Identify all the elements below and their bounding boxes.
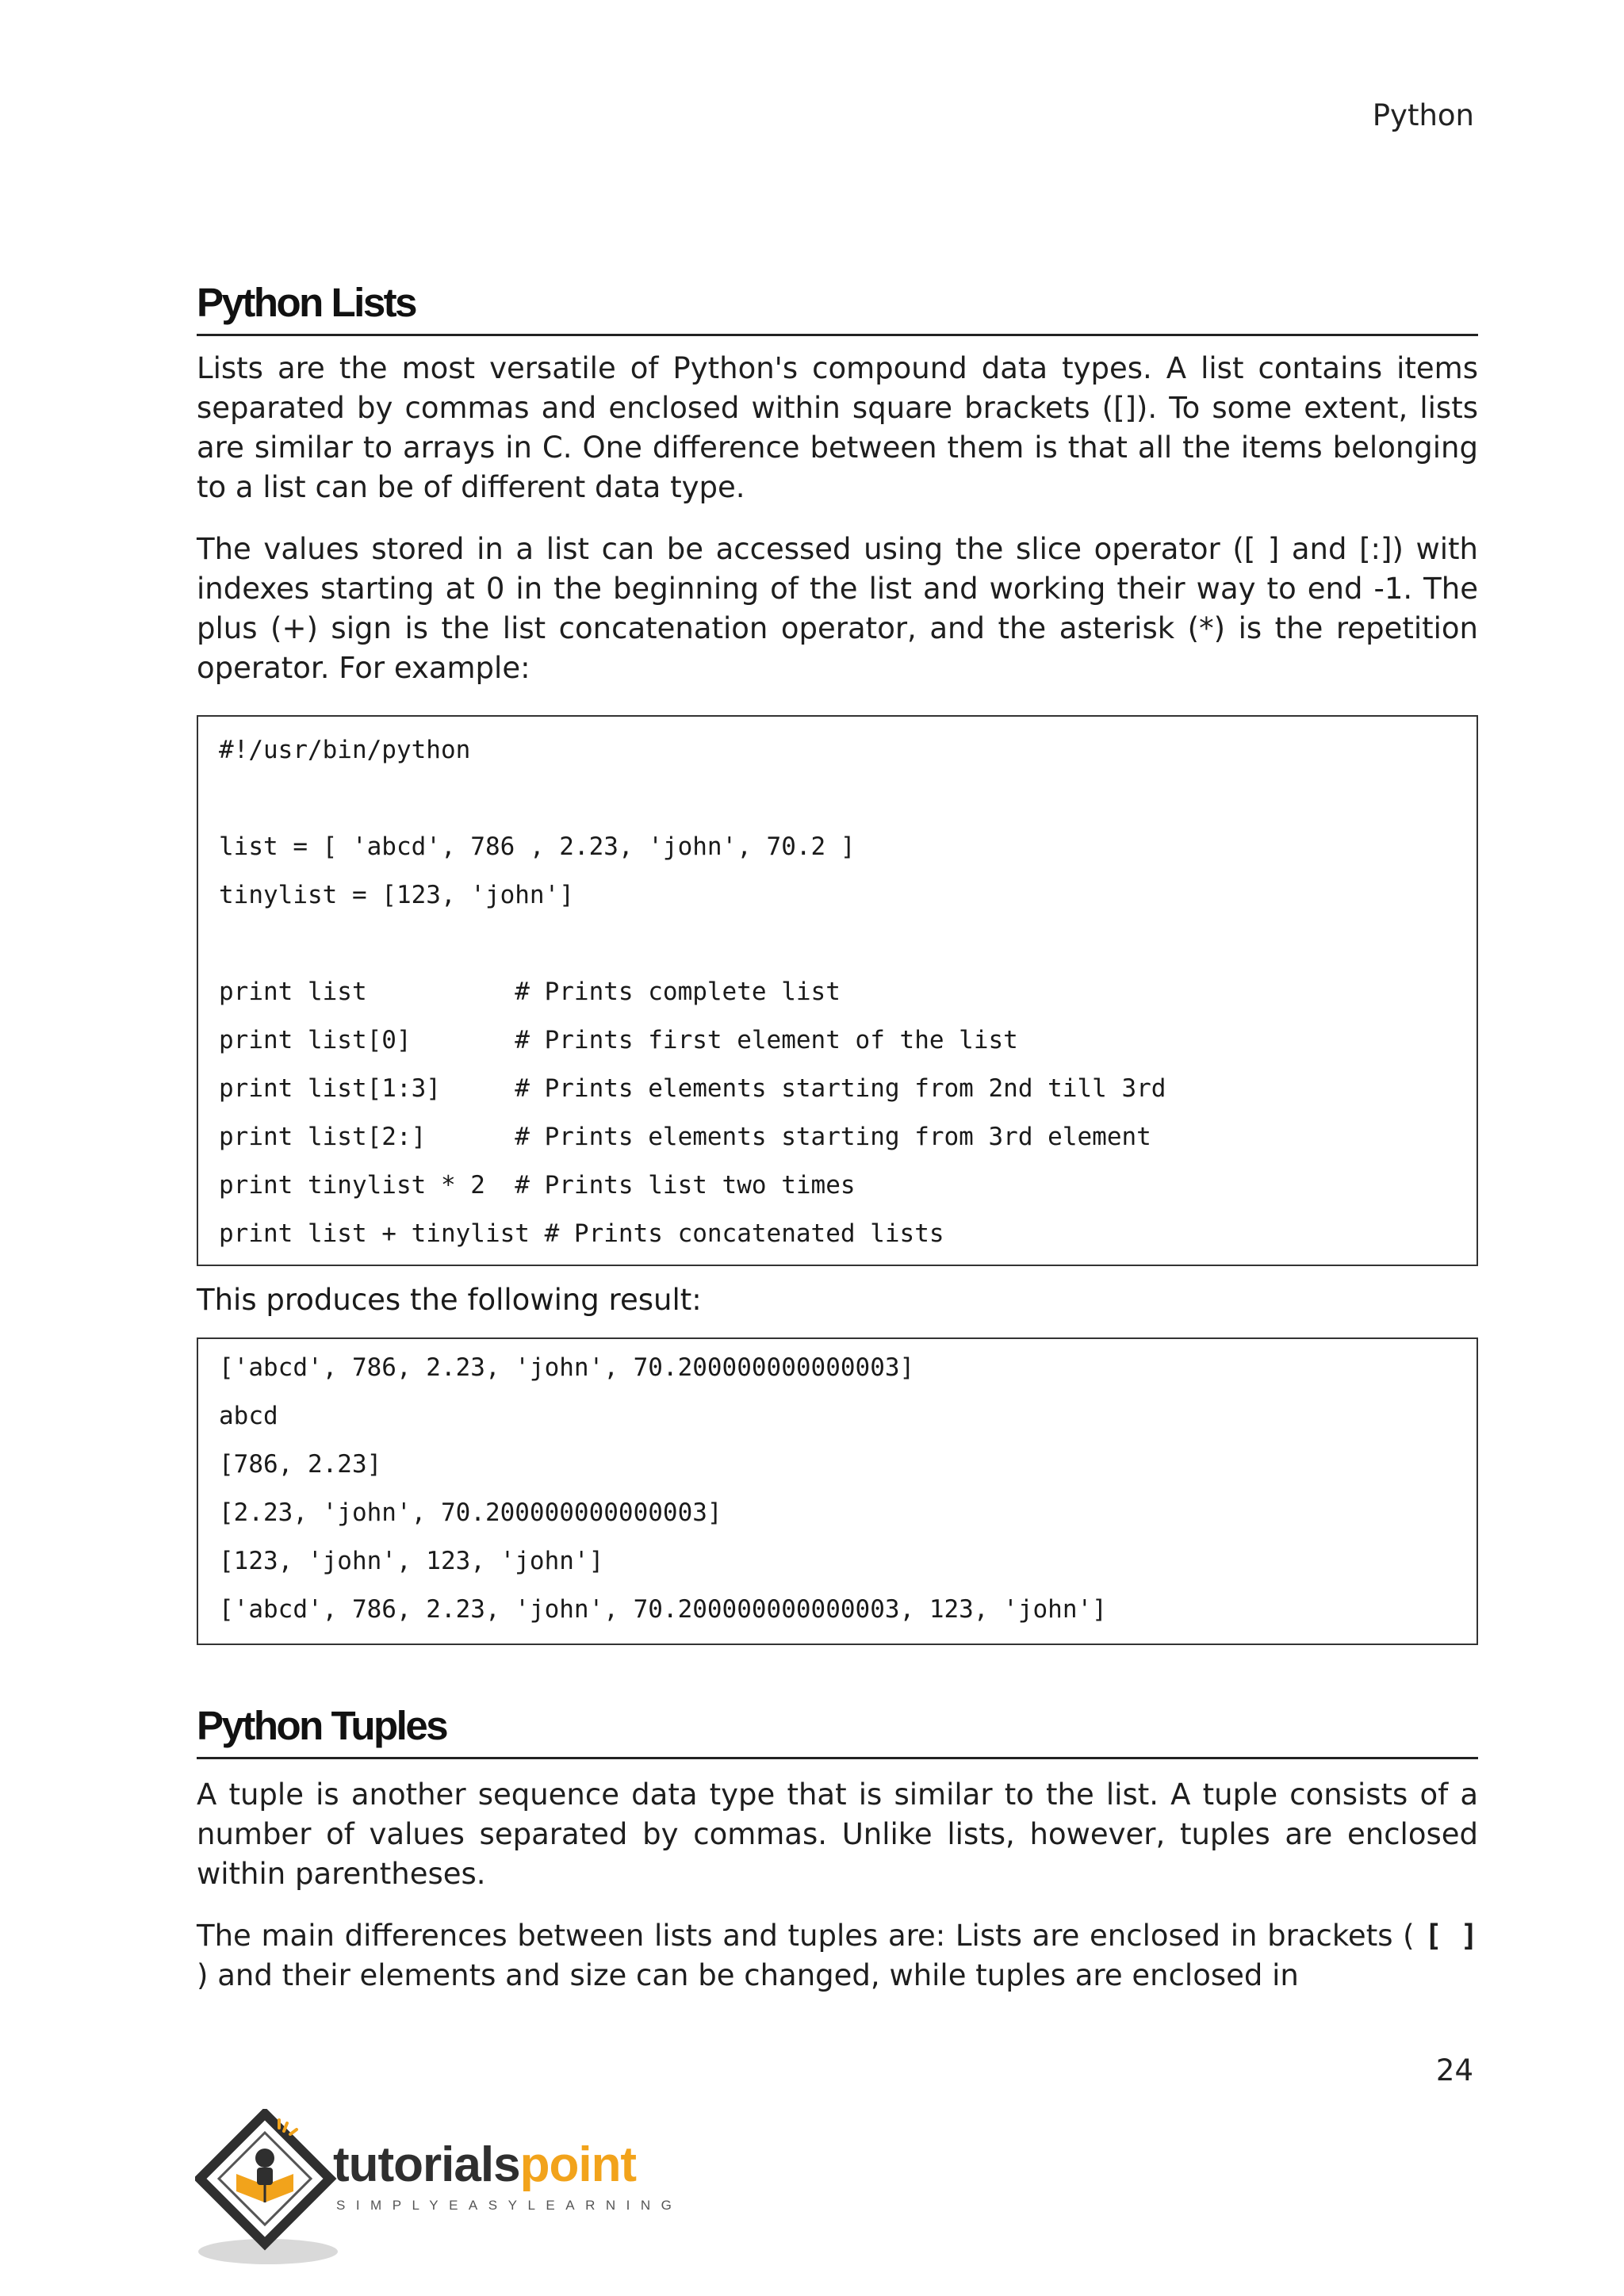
tuples-paragraph-2-end: ) and their elements and size can be changed, while tuples are enclosed in	[197, 1958, 1299, 1992]
tutorialspoint-logo	[195, 2109, 687, 2267]
code-line: print tinylist * 2 # Prints list two times	[219, 1171, 856, 1200]
code-line: print list[1:3] # Prints elements starting from 2nd till 3rd	[219, 1074, 1166, 1103]
page-content	[197, 279, 1478, 1996]
code-line: print list # Prints complete list	[219, 978, 841, 1006]
section-title-tuples: Python Tuples	[197, 1702, 1478, 1759]
lists-section	[197, 279, 1478, 1645]
lists-paragraph-2: The values stored in a list can be accessed using the slice operator ([ ] and [:]) with indexes starting at 0 in the beginning of the list and working their way to end -1. The plus (+) sign is the list concatenation operator, and the asterisk (*) is the repetition operator. For example:	[197, 532, 1478, 685]
output-line: [123, 'john', 123, 'john']	[219, 1547, 604, 1575]
output-line: abcd	[219, 1402, 278, 1430]
code-line: print list[2:] # Prints elements starting from 3rd element	[219, 1123, 1151, 1151]
tuples-paragraph-2-start: The main differences between lists and tuples are: Lists are enclosed in brackets (	[197, 1919, 1425, 1953]
tuples-paragraph-1: A tuple is another sequence data type that is similar to the list. A tuple consists of a number of values separated by commas. Unlike lists, however, tuples are enclosed within parentheses.	[197, 1777, 1478, 1891]
output-line: [786, 2.23]	[219, 1450, 382, 1479]
inline-brackets-code: [ ]	[1424, 1919, 1479, 1953]
result-label: This produces the following result:	[197, 1283, 702, 1317]
lists-paragraph-1: Lists are the most versatile of Python's compound data types. A list contains items separated by commas and enclosed within square brackets ([]). To some extent, lists are similar to arrays in C. One difference between them is that all the items belonging to a list can be of different data type.	[197, 351, 1478, 504]
code-line: print list[0] # Prints first element of the list	[219, 1026, 1018, 1054]
code-block	[197, 715, 1478, 1266]
logo-wordmark	[333, 2137, 637, 2192]
logo-word-point: point	[519, 2137, 637, 2192]
logo-diamond-icon	[195, 2109, 338, 2267]
output-line: [2.23, 'john', 70.200000000000003]	[219, 1498, 722, 1527]
logo-tagline: SIMPLYEASYLEARNING	[336, 2198, 683, 2213]
page-number: 24	[1435, 2053, 1473, 2087]
code-line	[219, 926, 1456, 974]
code-line: tinylist = [123, 'john']	[219, 881, 574, 909]
running-header: Python	[1372, 98, 1474, 132]
output-block	[197, 1337, 1478, 1645]
code-line: print list + tinylist # Prints concatenated lists	[219, 1219, 944, 1248]
output-line: ['abcd', 786, 2.23, 'john', 70.200000000000003, 123, 'john']	[219, 1595, 1107, 1624]
code-line: #!/usr/bin/python	[219, 736, 471, 764]
code-line	[219, 781, 1456, 829]
logo-word-tutorials: tutorials	[333, 2137, 520, 2192]
section-title-lists: Python Lists	[197, 279, 1478, 336]
tuples-paragraph-2	[197, 1916, 1478, 1996]
code-line: list = [ 'abcd', 786 , 2.23, 'john', 70.2 ]	[219, 832, 856, 861]
output-line: ['abcd', 786, 2.23, 'john', 70.200000000000003]	[219, 1353, 915, 1382]
tuples-section	[197, 1702, 1478, 1996]
